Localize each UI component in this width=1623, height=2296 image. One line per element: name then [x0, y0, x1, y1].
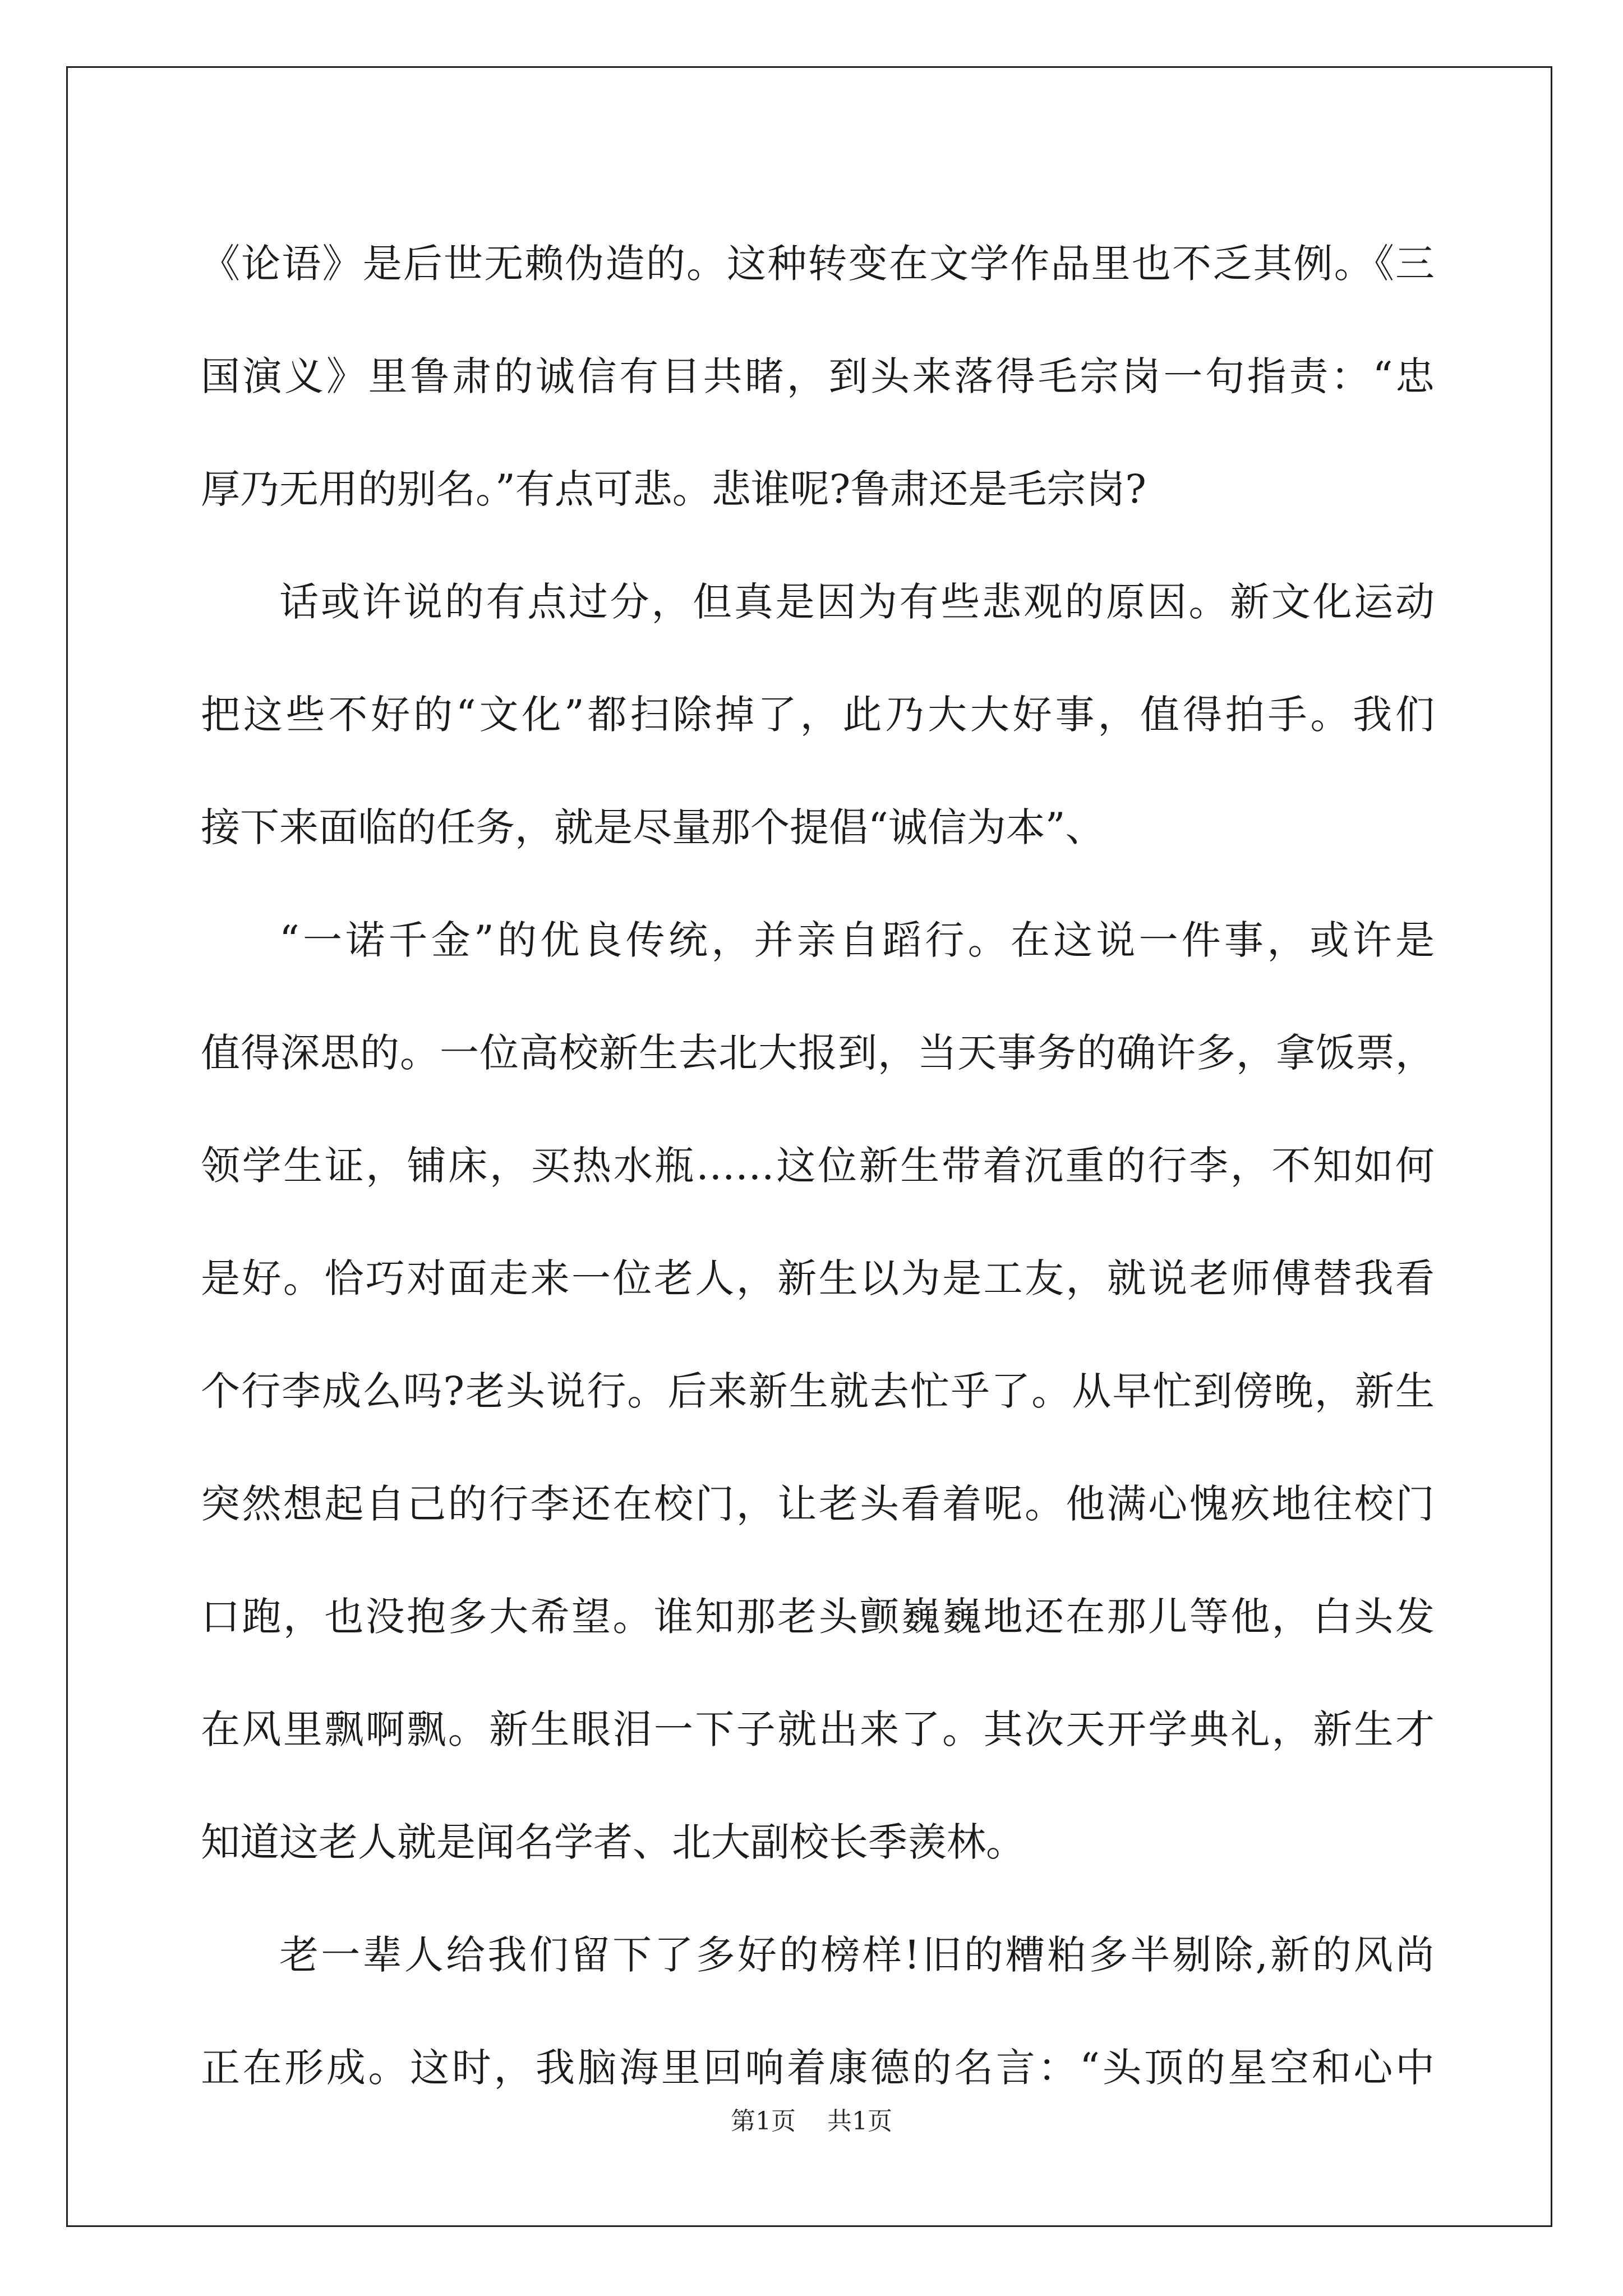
text-line: 国演义》里鲁肃的诚信有目共睹，到头来落得毛宗岗一句指责：“忠 [201, 353, 1435, 399]
text-line: 知道这老人就是闻名学者、北大副校长季羡林。 [201, 1819, 1025, 1865]
text-line: 《论语》是后世无赖伪造的。这种转变在文学作品里也不乏其例。《三 [201, 241, 1435, 287]
text-line: 突然想起自己的行李还在校门，让老头看着呢。他满心愧疚地往校门 [201, 1481, 1435, 1527]
text-line: 在风里飘啊飘。新生眼泪一下子就出来了。其次天开学典礼，新生才 [201, 1706, 1435, 1752]
text-line: 个行李成么吗?老头说行。后来新生就去忙乎了。从早忙到傍晚，新生 [201, 1368, 1435, 1414]
text-line: 接下来面临的任务，就是尽量那个提倡“诚信为本”、 [201, 804, 1105, 850]
page-footer: 第1页 共1页 [731, 2107, 892, 2136]
text-line: 厚乃无用的别名。”有点可悲。悲谁呢?鲁肃还是毛宗岗? [201, 466, 1146, 512]
paragraph-first-line: “一诺千金”的优良传统，并亲自蹈行。在这说一件事，或许是 [279, 917, 1435, 963]
text-line: 正在形成。这时，我脑海里回响着康德的名言：“头顶的星空和心中 [201, 2045, 1435, 2091]
document-body [201, 208, 1435, 2124]
text-line: 领学生证，铺床，买热水瓶……这位新生带着沉重的行李，不知如何 [201, 1143, 1435, 1189]
paragraph-first-line: 话或许说的有点过分，但真是因为有些悲观的原因。新文化运动 [279, 579, 1435, 625]
text-line: 是好。恰巧对面走来一位老人，新生以为是工友，就说老师傅替我看 [201, 1255, 1435, 1301]
text-line: 把这些不好的“文化”都扫除掉了，此乃大大好事，值得拍手。我们 [201, 692, 1435, 738]
text-line: 口跑，也没抱多大希望。谁知那老头颤巍巍地还在那儿等他，白头发 [201, 1594, 1435, 1640]
text-line: 值得深思的。一位高校新生去北大报到，当天事务的确许多，拿饭票， [201, 1030, 1435, 1076]
paragraph-first-line: 老一辈人给我们留下了多好的榜样!旧的糟粕多半剔除,新的风尚 [279, 1932, 1435, 1978]
